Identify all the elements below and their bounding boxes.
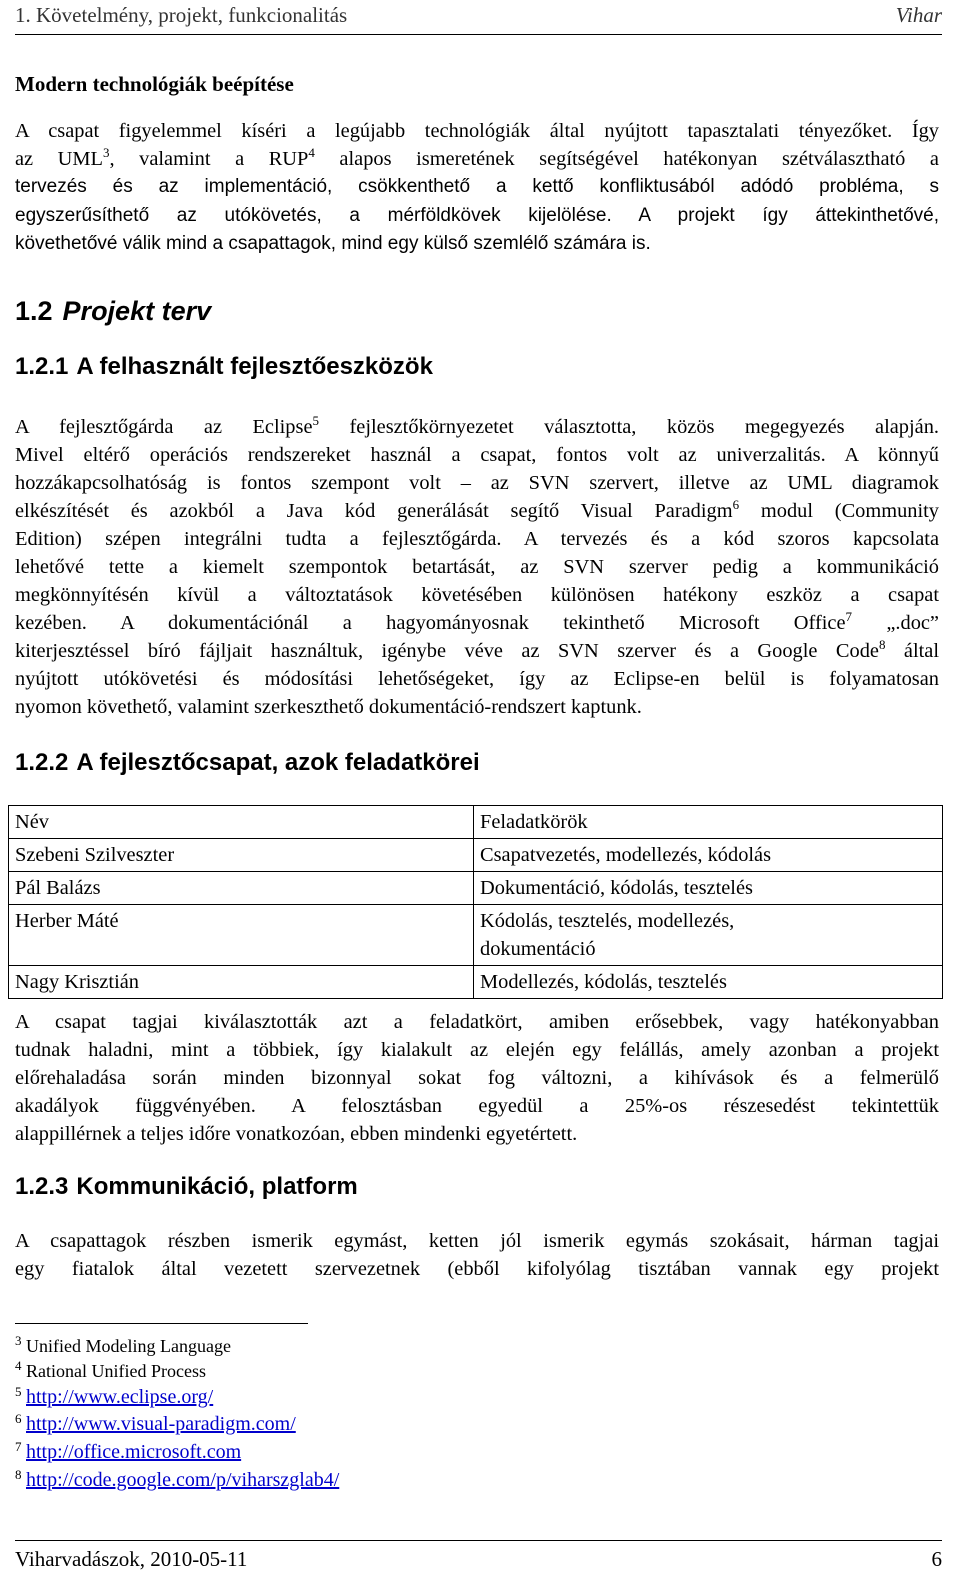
chapter-title: 1. Követelmény, projekt, funkcionalitás [15, 3, 348, 27]
footnote-ref: 5 [312, 413, 319, 429]
page-header [15, 0, 942, 35]
footnote-link[interactable]: http://office.microsoft.com [26, 1441, 242, 1463]
text-line: tudnak haladni, mint a többiek, így kialakult az elején egy felállás, amely azonban a projekt [15, 1039, 939, 1061]
team-name: Vihar [895, 3, 942, 27]
text-line: A csapattagok részben ismerik egymást, ketten jól ismerik egymás szokásait, hárman tagjai [15, 1230, 939, 1252]
text-line: követhetővé válik mind a csapattagok, mind egy külső szemlélő számára is. [15, 233, 651, 254]
footnote: $^6$ http://www.visual-paradigm.com/ [15, 1411, 296, 1435]
footer-team-date: Viharvadászok, 2010-05-11 [15, 1547, 248, 1571]
footnote: $^7$ http://office.microsoft.com [15, 1439, 242, 1463]
table-cell: Pál Balázs [9, 872, 474, 905]
table-cell: Csapatvezetés, modellezés, kódolás [474, 839, 943, 872]
footnote-ref: 3 [102, 145, 110, 161]
text-line: Edition) szépen integrálni tudta a fejlesztőgárda. A tervezés és a kód szoros kapcsolata [15, 528, 939, 550]
table-cell: Nagy Krisztián [9, 966, 474, 999]
subsection-heading: 1.2.3 Kommunikáció, platform [15, 1173, 358, 1200]
text-line: kezében. A dokumentációnál a hagyományosnak tekinthető Microsoft Office$^7$ „.doc” [15, 609, 939, 634]
text-line: Mivel eltérő operációs rendszereket használ a csapat, fontos volt az univerzalitás. A könnyű [15, 444, 939, 466]
footnote-link[interactable]: http://www.visual-paradigm.com/ [26, 1413, 296, 1435]
table-cell: Kódolás, tesztelés, modellezés, dokumentáció [474, 905, 943, 966]
table-row [9, 839, 943, 872]
table-row [9, 905, 943, 966]
table-cell: Szebeni Szilveszter [9, 839, 474, 872]
text-line: egyszerűsíthető az utókövetés, a mérföldkövek kijelölése. A projekt így áttekinthetővé, [15, 205, 939, 226]
table-row [9, 966, 943, 999]
footnote: $^3$ Unified Modeling Language [15, 1333, 231, 1356]
tools-paragraph [15, 413, 939, 721]
footnote-link[interactable]: http://www.eclipse.org/ [26, 1386, 214, 1408]
footnote-ref: 4 [308, 145, 315, 161]
text-line: előrehaladása során minden bizonnyal sokat fog változni, a kihívások és a felmerülő [15, 1067, 939, 1089]
text-line: alappillérnek a teljes időre vonatkozóan, ebben mindenki egyetértett. [15, 1123, 578, 1145]
text-line: A csapat figyelemmel kíséri a legújabb technológiák által nyújtott tapasztalati tényezőket. Így [15, 120, 939, 142]
text-line: az UML$^3$, valamint a RUP$^4$ alapos ismeretének segítségével hatékonyan szétválasztható a [15, 145, 939, 170]
table-row [9, 872, 943, 905]
footnote-ref: 8 [878, 637, 886, 653]
subsection-heading: 1.2.1 A felhasznált fejlesztőeszközök [15, 353, 433, 380]
team-roles-table [8, 805, 943, 999]
footnote-separator [15, 1323, 308, 1324]
table-cell: Herber Máté [9, 905, 474, 966]
text-line: lehetővé tette a kiemelt szempontok betartását, az SVN szerver pedig a kommunikáció [15, 556, 939, 578]
text-line: nyomon követhető, valamint szerkeszthető dokumentáció-rendszert kaptunk. [15, 696, 642, 718]
text-line: hozzákapcsolhatóság is fontos szempont volt – az SVN szervert, illetve az UML diagramok [15, 472, 939, 494]
text-line: nyújtott utókövetési és módosítási lehetőségeket, így az Eclipse-en belül is folyamatosan [15, 668, 939, 690]
footnote-ref: 6 [732, 497, 740, 513]
communication-paragraph [15, 1227, 939, 1283]
table-cell: Név [9, 806, 474, 839]
text-line: A csapat tagjai kiválasztották azt a feladatkört, amiben erősebbek, vagy hatékonyabban [15, 1011, 939, 1033]
footnote-link[interactable]: http://code.google.com/p/viharszglab4/ [26, 1469, 340, 1491]
text-line: elkészítését és azokból a Java kód generálását segítő Visual Paradigm$^6$ modul (Community [15, 497, 940, 522]
subheading: Modern technológiák beépítése [15, 72, 294, 96]
footnote-ref: 7 [845, 609, 853, 625]
text-line: A fejlesztőgárda az Eclipse$^5$ fejlesztőkörnyezetet választotta, közös megegyezés alapján. [15, 413, 940, 438]
table-header-row [9, 806, 943, 839]
subsection-heading: 1.2.2 A fejlesztőcsapat, azok feladatkörei [15, 749, 480, 776]
table-cell: Modellezés, kódolás, tesztelés [474, 966, 943, 999]
text-line: megkönnyítésén kívül a változtatások követésében különösen hatékony eszköz a csapat [15, 584, 939, 606]
page-number: 6 [931, 1547, 942, 1571]
text-line: tervezés és az implementáció, csökkenthető a kettő konfliktusából adódó probléma, s [15, 176, 939, 197]
table-cell: Feladatkörök [474, 806, 943, 839]
text-line: kiterjesztéssel bíró fájljait használtuk, igénybe véve az SVN szerver és a Google Code$^8$ által [15, 637, 939, 662]
footnote: $^5$ http://www.eclipse.org/ [15, 1384, 214, 1408]
intro-paragraph [15, 117, 939, 258]
table-cell: Dokumentáció, kódolás, tesztelés [474, 872, 943, 905]
section-heading: 1.2 Projekt terv [15, 296, 212, 326]
text-line: egy fiatalok által vezetett szervezetnek (ebből kifolyólag tisztában vannak egy projekt [15, 1258, 939, 1280]
text-line: akadályok függvényében. A felosztásban egyedül a 25%-os részesedést tekintettük [15, 1095, 939, 1117]
footnote: $^4$ Rational Unified Process [15, 1358, 206, 1381]
footnote: $^8$ http://code.google.com/p/viharszglab4/ [15, 1467, 340, 1491]
roles-paragraph [15, 1008, 939, 1148]
page-footer [15, 1540, 942, 1581]
